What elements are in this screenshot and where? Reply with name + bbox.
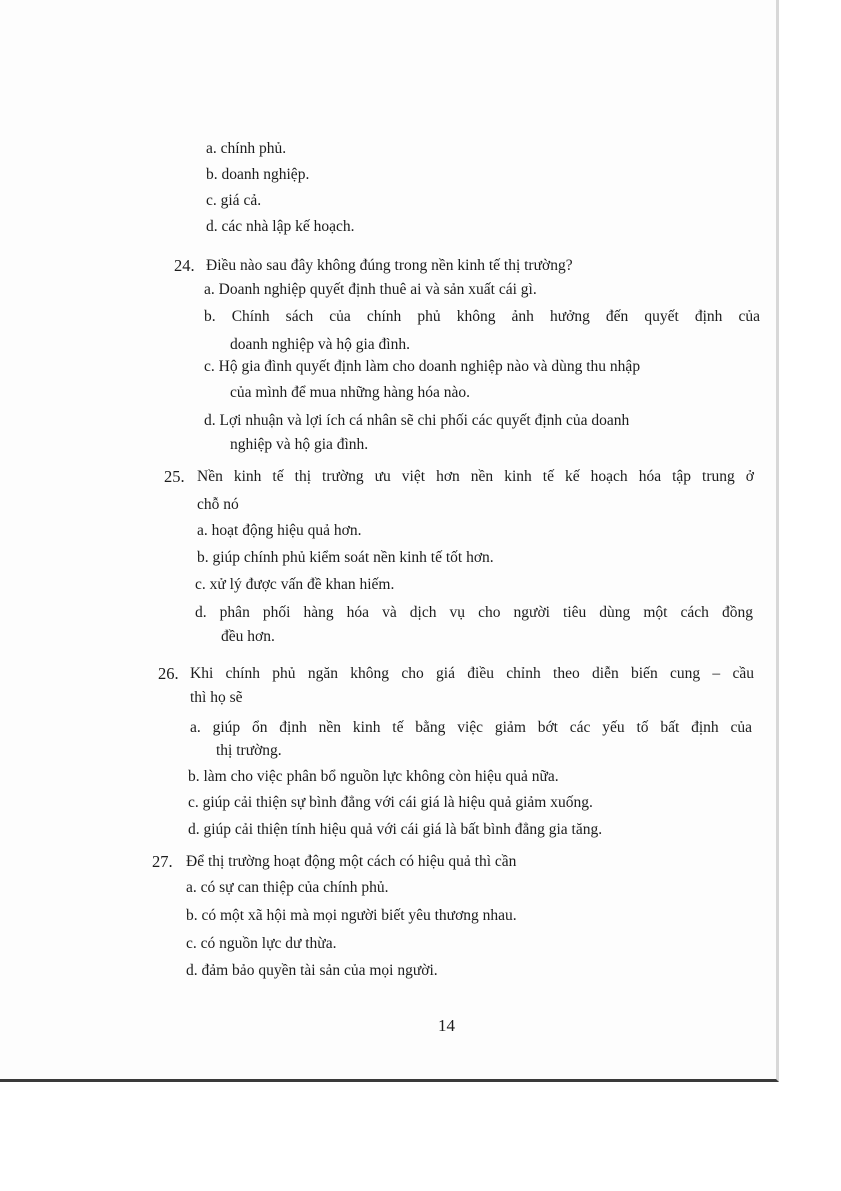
- question-25-option-d: d. phân phối hàng hóa và dịch vụ cho người tiêu dùng một cách đồng: [195, 604, 753, 621]
- question-26-option-c: c. giúp cải thiện sự bình đẳng với cái giá là hiệu quả giảm xuống.: [188, 794, 593, 811]
- question-27-option-b: b. có một xã hội mà mọi người biết yêu thương nhau.: [186, 907, 517, 924]
- question-27-option-c: c. có nguồn lực dư thừa.: [186, 935, 337, 952]
- question-25-stem: Nền kinh tế thị trường ưu việt hơn nền kinh tế kế hoạch hóa tập trung ở: [197, 468, 754, 485]
- question-25-option-c: c. xử lý được vấn đề khan hiếm.: [195, 576, 395, 593]
- question-26-stem: Khi chính phủ ngăn không cho giá điều chỉnh theo diễn biến cung – cầu: [190, 665, 754, 682]
- question-24-option-b: b. Chính sách của chính phủ không ảnh hưởng đến quyết định của: [204, 308, 760, 325]
- question-27-option-d: d. đảm bảo quyền tài sản của mọi người.: [186, 962, 438, 979]
- question-24-number: 24.: [174, 256, 195, 275]
- question-26-number: 26.: [158, 664, 179, 683]
- question-26-option-a-cont: thị trường.: [216, 742, 282, 759]
- question-25-option-b: b. giúp chính phủ kiểm soát nền kinh tế tốt hơn.: [197, 549, 494, 566]
- question-25-option-a: a. hoạt động hiệu quả hơn.: [197, 522, 362, 539]
- question-24-option-d: d. Lợi nhuận và lợi ích cá nhân sẽ chi phối các quyết định của doanh: [204, 412, 630, 429]
- question-24-option-b-cont: doanh nghiệp và hộ gia đình.: [230, 336, 410, 353]
- question-26-option-b: b. làm cho việc phân bổ nguồn lực không còn hiệu quả nữa.: [188, 768, 559, 785]
- question-26-stem-cont: thì họ sẽ: [190, 689, 243, 706]
- question-24-option-d-cont: nghiệp và hộ gia đình.: [230, 436, 369, 453]
- page-number: 14: [438, 1016, 455, 1035]
- question-26-option-a: a. giúp ổn định nền kinh tế bằng việc giảm bớt các yếu tố bất định của: [190, 719, 752, 736]
- prev-option-d: d. các nhà lập kế hoạch.: [206, 218, 355, 235]
- question-25-option-d-cont: đều hơn.: [221, 628, 275, 645]
- question-26-option-d: d. giúp cải thiện tính hiệu quả với cái giá là bất bình đẳng gia tăng.: [188, 821, 603, 838]
- question-27-number: 27.: [152, 852, 173, 871]
- question-24-stem: Điều nào sau đây không đúng trong nền kinh tế thị trường?: [206, 257, 573, 274]
- prev-option-b: b. doanh nghiệp.: [206, 166, 310, 183]
- question-24-option-a: a. Doanh nghiệp quyết định thuê ai và sản xuất cái gì.: [204, 281, 537, 298]
- question-25-number: 25.: [164, 467, 185, 486]
- question-24-option-c-cont: của mình để mua những hàng hóa nào.: [230, 384, 470, 401]
- prev-option-a: a. chính phủ.: [206, 140, 287, 157]
- prev-option-c: c. giá cả.: [206, 192, 262, 209]
- question-27-stem: Để thị trường hoạt động một cách có hiệu quả thì cần: [186, 853, 517, 870]
- question-27-option-a: a. có sự can thiệp của chính phủ.: [186, 879, 389, 896]
- question-25-stem-cont: chỗ nó: [197, 496, 239, 513]
- question-24-option-c: c. Hộ gia đình quyết định làm cho doanh nghiệp nào và dùng thu nhập: [204, 358, 641, 375]
